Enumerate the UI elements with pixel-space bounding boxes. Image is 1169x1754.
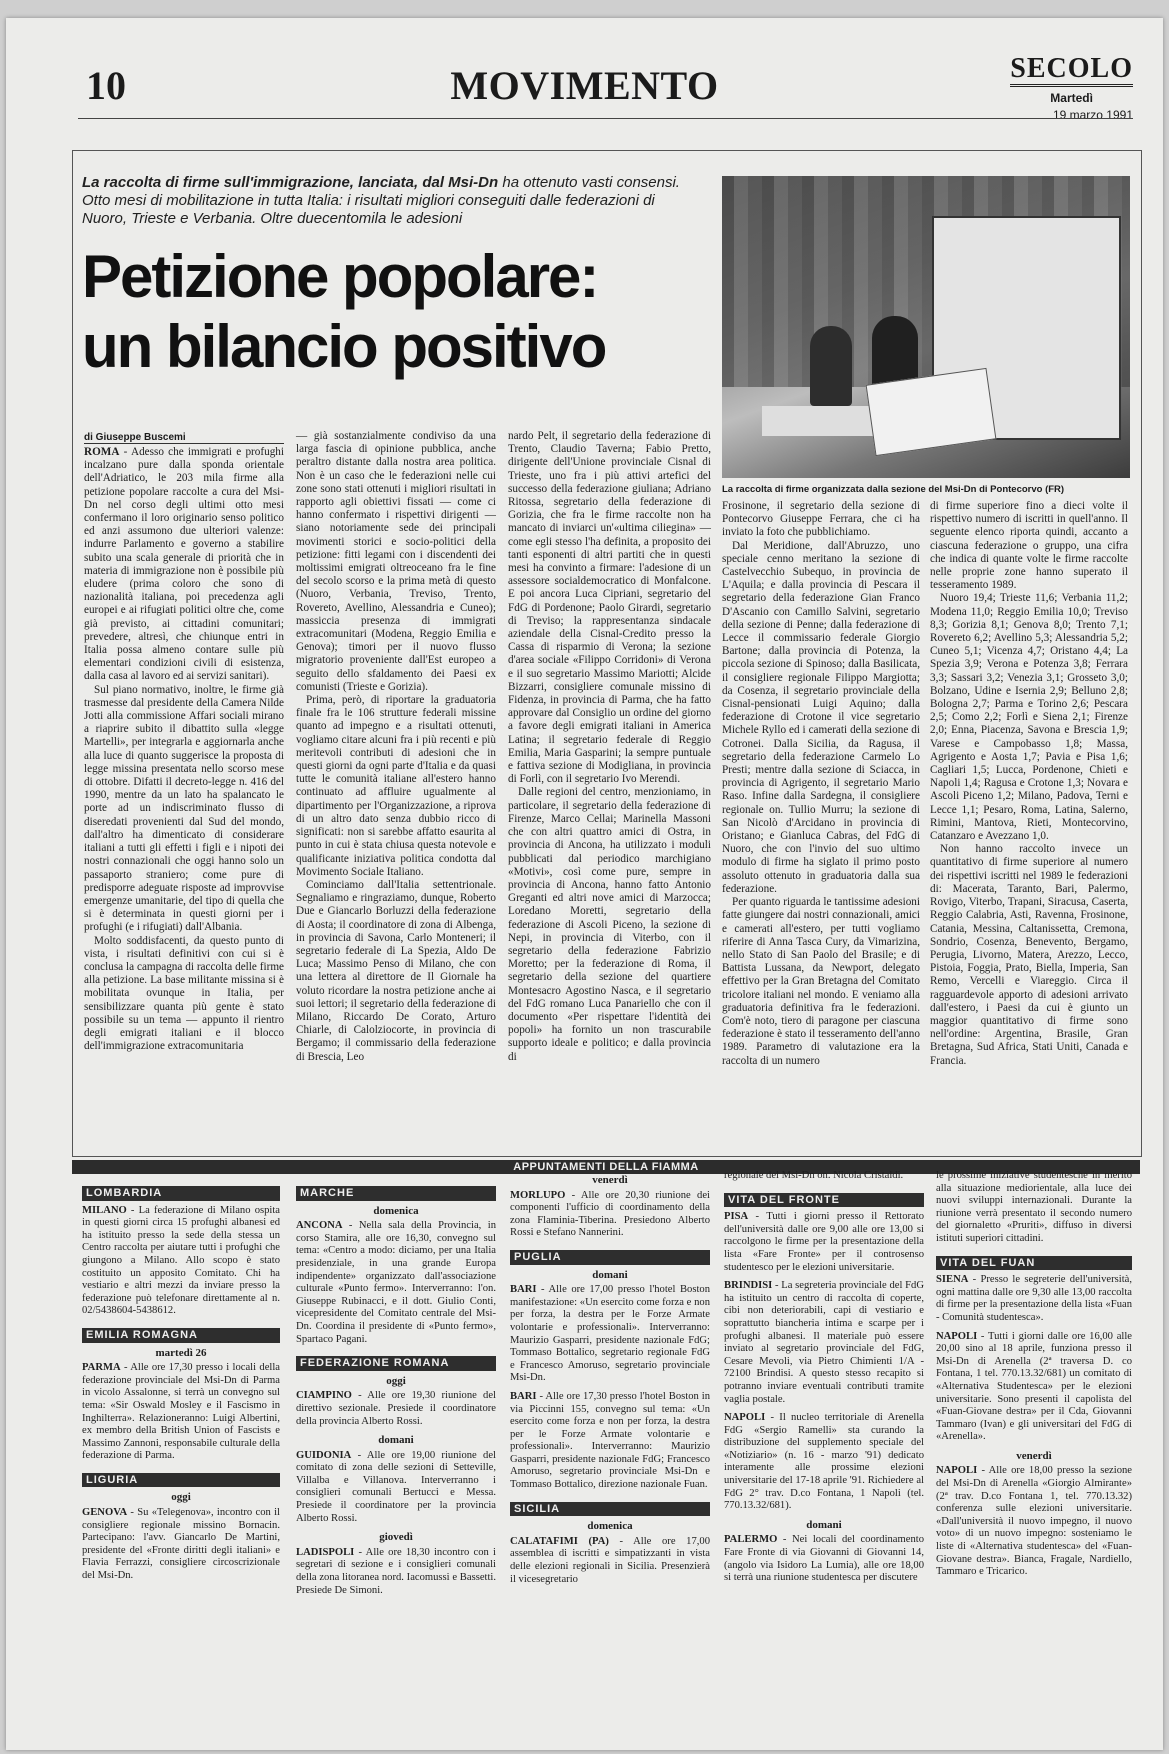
place: GENOVA bbox=[82, 1507, 128, 1519]
paragraph: — già sostanzialmente condiviso da una larga fascia di opinione pubblica, anche peraltro distante dalla nostra area politica. Non è un caso che le federazioni nelle cui zone sono stati ottenuti i migliori risultati in rapporto agli obiettivi fissati — come ci hanno confermato i rispettivi dirigenti — siano notoriamente sede dei principali movimenti storici e socio-politici della petizione: fitti legami con i discendenti dei moltissimi emigrati oltreoceano fra le fine del secolo scorso e la prima metà di questo (Nuoro, Verbania, Treviso, Trento, Rovereto, Avellino, Alessandria e Cuneo); massiccia presenza di immigrati extracomunitari (Modena, Reggio Emilia e Genova); timori per il nuovo flusso migratorio proveniente dall'Est europeo a seguito dello sfaldamento dei Paesi ex comunisti (Trieste e Gorizia). bbox=[296, 430, 496, 693]
paragraph: Frosinone, il segretario della sezione di Pontecorvo Giuseppe Ferrara, che ci ha inviato la foto che pubblichiamo. bbox=[722, 500, 920, 539]
article-column-3 bbox=[508, 430, 711, 1146]
article-column-5 bbox=[930, 500, 1128, 1146]
notice-text: - Alle ore 19,30 riunione del direttivo sezionale. Presiede il coordinatore della provincia Alberto Rossi. bbox=[296, 1390, 496, 1427]
appuntamenti-band: APPUNTAMENTI DELLA FIAMMA bbox=[72, 1160, 1140, 1174]
paragraph: - Adesso che immigrati e profughi incalzano pure dalla sponda orientale dell'Adriatico, le 203 mila firme alla petizione popolare raccolte a cura del Msi-Dn nel corso degli ultimi otto mesi confermano il loro originario senso politico ed anzi assumono due ulteriori valenze: indurre Parlamento e governo a stabilire subito una scala generale di priorità che in materia di immigrazione non è possibile più eludere (prima coloro che sono di nazionalità italiana, poi precedenza agli europei e ai rifugiati politici oltre che, come già previsto, ai cittadini comunitari; prevedere, altresì, che chiunque entri in Italia possa almeno contare sulle più elementari condizioni civili di esistenza, dalla casa al lavoro ed ai servizi sanitari). bbox=[84, 446, 284, 683]
day-label: venerdì bbox=[592, 1174, 628, 1186]
place: CALATAFIMI (PA) bbox=[510, 1535, 609, 1547]
paragraph: Prima, però, di riportare la graduatoria finale fra le 106 strutture federali missine quanto ad impegno e a risultati ottenuti, vogliamo citare alcuni fra i più recenti e più meritevoli contributi di adesioni che in questi giorni da ogni parte d'Italia e da quasi tutte le comunità italiane all'estero hanno continuato ad affluire ugualmente al dipartimento per l'Organizzazione, a riprova di un altro dato senza dubbio ricco di significati: non si sarebbe affatto esaurita al punto in cui è stata chiusa questa notevole e qualificante iniziativa politica condotta dal Movimento Sociale Italiano. bbox=[296, 694, 496, 878]
paragraph: Non hanno raccolto invece un quantitativo di firme superiore al numero dei rispettivi iscritti nel 1989 le federazioni di: Macerata, Taranto, Bari, Palermo, Rovigo, Viterbo, Trapani, Siracusa, Caserta, Reggio Calabria, Asti, Ravenna, Frosinone, Catania, Messina, Caltanissetta, Cremona, Sondrio, Cosenza, Benevento, Bergamo, Perugia, Livorno, Matera, Arezzo, Lecco, Pistoia, Foggia, Prato, Biella, Imperia, San Remo, Vercelli e Viareggio. Circa il ragguardevole apporto di adesioni arrivato dall'estero, i Paesi da cui è giunto un maggior quantitativo di firme sono nell'ordine: Argentina, Brasile, Gran Bretagna, Sud Africa, Stati Uniti, Canada e Francia. bbox=[930, 843, 1128, 1067]
appuntamenti-column-5 bbox=[936, 1170, 1132, 1585]
notice-text: - Alle ore 17,00 assemblea di iscritti e simpatizzanti in vista delle elezioni regionali in Sicilia. Presenzierà il vicesegretario bbox=[510, 1535, 710, 1585]
masthead bbox=[1010, 54, 1133, 122]
region-header-federazione-romana: FEDERAZIONE ROMANA bbox=[296, 1356, 496, 1371]
notice-text: - Alle ore 17,00 presso l'hotel Boston manifestazione: «Un esercito come forza e non per forza, la destra per le Forze Armate volontarie e professionali». Interverranno: Maurizio Gasparri, presidente nazionale FdG; Tommaso Bottalico, segretario regionale FdG e Francesco Amoruso, segretario provinciale Msi-Dn. bbox=[510, 1284, 710, 1384]
day-label: domani bbox=[806, 1518, 842, 1531]
notice-text: regionale del Msi-Dn on. Nicola Cristaldi. bbox=[724, 1170, 904, 1181]
notice-text: - Nella sala della Provincia, in corso Stamira, alle ore 16,30, convegno sul tema: «Centro a modo: diciamo, per una Italia presidenziale, in una grande Europa indipendente» organizzato dall'associazione culturale «Punto fermo». Interverranno: l'on. Giuseppe Rubinacci, e il dott. Giulio Conti, vicepresidente del Comitato centrale del Msi-Dn. Coordina il presidente di «Punto fermo», Spartaco Pagani. bbox=[296, 1220, 496, 1345]
appuntamenti-column-2 bbox=[296, 1186, 496, 1603]
photo-caption: La raccolta di firme organizzata dalla sezione del Msi-Dn di Pontecorvo (FR) bbox=[722, 484, 1065, 495]
place: PARMA bbox=[82, 1362, 121, 1374]
appuntamenti-column-4 bbox=[724, 1170, 924, 1591]
region-header-vita-del-fuan: VITA DEL FUAN bbox=[936, 1256, 1132, 1271]
notice-text: - Alle ore 17,30 presso l'hotel Boston in via Piccinni 155, convegno sul tema: «Un esercito come forza e non per forza, la destra per le Forze Armate volontarie e professionali». Interverranno: Maurizio Gasparri, presidente nazionale FdG; Francesco Amoruso, segretario provinciale Msi-Dn e Tommaso Bottalico, direzione nazionale Fuan. bbox=[510, 1390, 710, 1491]
paragraph: Cominciamo dall'Italia settentrionale. Segnaliamo e ringraziamo, dunque, Roberto Due e Giancarlo Borluzzi della federazione di Aosta; il coordinatore di zona di Albenga, in provincia di Savona, Carlo Monteneri; il segretario federale di La Spezia, Aldo De Luca; Massimo Penso di Milano, che con una lettera al direttore de Il Giornale ha voluto ricordare la nostra petizione anche ai suoi lettori; il segretario della federazione di Milano, Riccardo De Corato, Arturo Chiarle, di Calolziocorte, in provincia di Bergamo; il commissario della federazione di Brescia, Leo bbox=[296, 878, 496, 1063]
masthead-date: 19 marzo 1991 bbox=[1052, 108, 1133, 122]
notice-text: - Alle ore 18,00 presso la sezione del Msi-Dn di Arenella «Giorgio Almirante» (2ª trav. D.co Fontana 1, tel. 770.13.32) conferenza sulle elezioni universitarie. «Dall'università il nuovo impegno, il nuovo voto» di un nuovo impegno: sosteniamo le liste di «Alternativa studentesca» del «Fuan-Giovane destra». Bianca, Fragale, Nardiello, Tammaro e Tricarico. bbox=[936, 1465, 1132, 1578]
masthead-logo: SECOLO bbox=[1010, 54, 1133, 87]
region-header-puglia: PUGLIA bbox=[510, 1250, 710, 1265]
article-column-1 bbox=[84, 446, 284, 1146]
place: BARI bbox=[510, 1284, 537, 1296]
paragraph: Dal Meridione, dall'Abruzzo, uno speciale cenno meritano la sezione di Castelvecchio Subequo, in provincia de L'Aquila; e dalla provincia di Pescara il segretario della federazione Gian Franco D'Ascanio con Camillo Salvini, segretario della sezione di Penne; dalla federazione di Lecce il commissario federale Giorgio Bartone; dalla provincia di Potenza, la piccola sezione di Spinoso; dalla Basilicata, il consigliere regionale Filippo Margiotta; da Cosenza, il segretario provinciale della Cisnal-pensionati Luigi Aquino; dalla federazione di Crotone il vice segretario Michele Ryllo ed i camerati della sezione di Cotronei. Dalla Sicilia, da Ragusa, il segretario della federazione Carmelo Lo Presti; mentre dalla sezione di Sciacca, in provincia di Agrigento, il segretario Mario Raso. Infine dalla Sardegna, il consigliere regionale on. Tullio Murru; la sezione di San Nicolò d'Arcidano in provincia di Oristano; e Gianluca Cabras, del FdG di Nuoro, che con l'invio del suo ultimo modulo di firme ha siglato il primo posto assoluto ottenuto in graduatoria dalla sua federazione. bbox=[722, 539, 920, 895]
paragraph: nardo Pelt, il segretario della federazione di Trento, Claudio Taverna; Fabio Pretto, dirigente dell'Unione provinciale Cisnal di Trieste, uno fra i più attivi artefici del successo della federazione giuliana; Adriano Ritossa, segretario della federazione di Gorizia, che fra le firme raccolte non ha mancato di inviarci un'«ultima ciliegina» — come egli stesso l'ha definita, a proposito dei tanti esponenti di altri partiti che in questi mesi ha convinto a firmare: l'adesione di un assessore socialdemocratico di Monfalcone. E poi ancora Luca Cipriani, segretario del FdG di Pordenone; Paolo Girardi, segretario di Treviso; la rappresentanza sindacale aziendale della Cisnal-Credito presso la Cassa di risparmio di Verona; la sezione d'area sociale «Filippo Corridoni» di Verona e il suo segretario Massimo Mariotti; Alcide Bizzarri, consigliere comunale missino di Fidenza, in provincia di Parma, che ha fatto approvare dal Consiglio un ordine del giorno a favore degli emigrati italiani in America Latina; il segretario federale di Reggio Emilia, Maria Gasparini; la sempre puntuale e fattiva sezione di Modigliana, in provincia di Forlì, con il segretario Ivo Merendi. bbox=[508, 430, 711, 786]
notice-text: - Alle ore 17,30 presso i locali della federazione provinciale del Msi-Dn di Parma in vicolo Assalonne, si terrà un convegno sul tema: «Sir Oswald Mosley e il Fascismo in Inghilterra». Relazioneranno: Luigi Albertini, ex membro della British Union of Fascists e Massimo Zannoni, responsabile culturale della federazione di Parma. bbox=[82, 1362, 280, 1462]
place: CIAMPINO bbox=[296, 1390, 352, 1402]
paragraph: Molto soddisfacenti, da questo punto di vista, i risultati definitivi con cui si è conclusa la campagna di raccolta delle firme alla petizione. La base militante missina si è mobilitata ovunque in Italia, per sensibilizzare quanta più gente è stato possibile su un tema — appunto il rientro degli emigrati italiani e il blocco dell'immigrazione extracomunitaria bbox=[84, 934, 284, 1053]
place: PISA bbox=[724, 1211, 749, 1223]
day-label: giovedì bbox=[379, 1531, 413, 1544]
region-header-marche: MARCHE bbox=[296, 1186, 496, 1201]
page-number: 10 bbox=[86, 63, 126, 108]
byline: di Giuseppe Buscemi bbox=[84, 432, 284, 444]
paragraph: Dalle regioni del centro, menzioniamo, in particolare, il segretario della federazione di Firenze, Marco Cellai; Marinella Massoni che con altri quattro amici di Ostra, in provincia di Ancona, ha utilizzato i moduli pubblicati dal periodico marchigiano «Motivi», così come pure, sempre in provincia di Ancona, hanno fatto Antonio Greganti ed altri nove amici di Marzocca; Loredano Moretti, segretario della federazione di Ascoli Piceno, la sezione di Nepi, in provincia di Viterbo, con il segretario della federazione Fabrizio Moretto; per la federazione di Roma, il segretario della sezione del quartiere Montesacro Agostino Nasca, e il segretario del FdG romano Luca Panariello che con il documento «Per rispettare l'identità dei popoli» ha fornito un non trascurabile supporto ideale e politico; e dalla provincia di bbox=[508, 786, 711, 1063]
notice-text: - Alle ore 20,30 riunione dei componenti l'ufficio di coordinamento della zona Flaminia-Tiberina. Presiedono Alberto Rossi e Stefano Nannerini. bbox=[510, 1189, 710, 1239]
notice-text: - La federazione di Milano ospita in questi giorni circa 15 profughi albanesi ed ha istituito presso la sede della stessa un Centro raccolta per aiutare tutti i profughi che giungono a Milano. Allo scopo è stato costituito un apposito Comitato. Chi ha vestiario e altri mezzi da inviare presso la federazione può telefonare direttamente al n. 02/5438604-5438612. bbox=[82, 1204, 280, 1317]
article-column-2 bbox=[296, 430, 496, 1146]
place: NAPOLI bbox=[936, 1330, 978, 1342]
appuntamenti-column-1 bbox=[82, 1186, 280, 1589]
paragraph: Sul piano normativo, inoltre, le firme già trasmesse dal presidente della Camera Nilde Jotti alla commissione Affari sociali mirano a riaprire subito il dibattito sulla «legge Martelli», per integrarla e aggiornarla anche alla luce di quanto suggerisce la proposta di legge missina presentata nello scorso mese di ottobre. Difatti il decreto-legge n. 416 del 1990, mentre da un lato ha spalancato le porte ad un indiscriminato flusso di diseredati provenienti dal Sud del mondo, dall'altro ha dimenticato di considerare italiani a tutti gli effetti i figli e i nipoti dei nostri connazionali che oggi hanno solo un passaporto straniero; come pure di predisporre adeguate risposte ad improvvise emergenze umanitarie, del tipo di quella che si è determinata in questi giorni per i profughi (e i rifugiati) dall'Albania. bbox=[84, 683, 284, 934]
subhead-bold: La raccolta di firme sull'immigrazione, lanciata, dal Msi-Dn bbox=[82, 174, 499, 191]
appuntamenti-column-3 bbox=[510, 1170, 710, 1592]
notice-text: - Il nucleo territoriale di Arenella FdG «Sergio Ramelli» sta curando la distribuzione del supplemento speciale del «Notiziario» (n. 16 - marzo '91) dedicato interamente alle prossime elezioni universitarie del 17-18 aprile '91. Richiedere al FdG 2° trav. D.co Fontana, 1 Napoli (tel. 770.13.32/681). bbox=[724, 1412, 924, 1512]
region-header-lombardia: LOMBARDIA bbox=[82, 1186, 280, 1201]
region-header-emilia: EMILIA ROMAGNA bbox=[82, 1328, 280, 1343]
place: SIENA bbox=[936, 1274, 969, 1286]
masthead-day: Martedì bbox=[1050, 91, 1093, 105]
place: MORLUPO bbox=[510, 1189, 566, 1201]
place: BRINDISI bbox=[724, 1280, 773, 1292]
place: LADISPOLI bbox=[296, 1546, 355, 1558]
paragraph: Nuoro 19,4; Trieste 11,6; Verbania 11,2; Modena 11,0; Reggio Emilia 10,0; Treviso 8,3; Gorizia 8,1; Genova 8,0; Trento 7,1; Rovereto 6,2; Avellino 5,3; Alessandria 5,2; Cuneo 5,1; Vicenza 4,7; Oristano 4,4; La Spezia 3,9; Verona e Potenza 3,8; Ferrara 3,3; Sassari 3,2; Venezia 3,1; Grosseto 3,0; Bolzano, Udine e Isernia 2,9; Belluno 2,8; Bologna 2,7; Parma e Torino 2,6; Pescara 2,5; Como 2,2; Forlì e Siena 2,1; Firenze 2,0; Enna, Piacenza, Savona e Brescia 1,9; Varese e Campobasso 1,8; Massa, Agrigento e Aosta 1,7; Pavia e Pisa 1,6; Cagliari 1,5; Lucca, Pordenone, Chieti e Napoli 1,4; Ragusa e Crotone 1,3; Novara e Ascoli Piceno 1,2; Milano, Padova, Terni e Lecce 1,1; Pesaro, Roma, Latina, Salerno, Rimini, Mantova, Rieti, Montecorvino, Catanzaro e Avezzano 1,0. bbox=[930, 592, 1128, 843]
region-header-liguria: LIGURIA bbox=[82, 1473, 280, 1488]
dateline: ROMA bbox=[84, 446, 120, 458]
notice-text: - Su «Telegenova», incontro con il consigliere regionale missino Bornacin. Partecipano: l'avv. Giancarlo De Martini, presidente del «Fronte diritti degli italiani» e Flavia Ferrazzi, consigliere circoscrizionale del Msi-Dn. bbox=[82, 1507, 280, 1582]
day-label: domenica bbox=[373, 1204, 419, 1217]
day-label: domenica bbox=[587, 1520, 633, 1533]
day-label: domani bbox=[378, 1434, 414, 1447]
place: BARI bbox=[510, 1390, 537, 1402]
place: GUIDONIA bbox=[296, 1449, 352, 1461]
place: MILANO bbox=[82, 1204, 127, 1216]
notice-text: - Alle ore 19,00 riunione del comitato di zona delle sezioni di Setteville, Villalba e Villanova. Interverranno i consiglieri comunali Bertucci e Messa. Presiede il coordinatore per la provincia Alberto Rossi. bbox=[296, 1449, 496, 1524]
region-header-sicilia: SICILIA bbox=[510, 1502, 710, 1517]
place: ANCONA bbox=[296, 1220, 343, 1232]
article-photo bbox=[722, 176, 1130, 478]
article-subhead bbox=[82, 174, 682, 228]
photo-sign bbox=[866, 368, 997, 456]
place: NAPOLI bbox=[724, 1412, 766, 1424]
notice-text: - Presso le segreterie dell'università, ogni mattina dalle ore 9,30 alle 13,00 raccolta di firme per la presentazione della lista «Fuan - Comunità studentesca». bbox=[936, 1274, 1132, 1323]
notice-text: - Tutti i giorni dalle ore 16,00 alle 20,00 sino al 18 aprile, funziona presso il Msi-Dn di Arenella (2ª traversa D. co Fontana, 1 tel. 770.13.32/681) un comitato di «Alternativa Studentesca» per le elezioni universitarie. Sono presenti il capolista del «Fuan-Giovane destra» per il Cda, Giovanni Tammaro (Ivan) e gli universitari del FdG di «Arenella». bbox=[936, 1330, 1132, 1443]
day-label: venerdì bbox=[1016, 1449, 1052, 1462]
region-header-vita-del-fronte: VITA DEL FRONTE bbox=[724, 1193, 924, 1208]
place: PALERMO bbox=[724, 1534, 778, 1546]
day-label: oggi bbox=[386, 1374, 406, 1387]
notice-text: - Alle ore 18,30 incontro con i segretari di sezione e i consiglieri comunali della zona litoranea nord. Iacomussi e Bassetti. Presiede De Simoni. bbox=[296, 1546, 496, 1596]
day-label: domani bbox=[592, 1268, 628, 1281]
paragraph: di firme superiore fino a dieci volte il rispettivo numero di iscritti in quell'anno. Il seguente elenco riporta quindi, accanto a ciascuna federazione o gruppo, una cifra che indica di quante volte le firme raccolte nelle proprie zone hanno superato il tesseramento 1989. bbox=[930, 500, 1128, 592]
notice-text: le prossime iniziative studentesche in merito alla situazione mediorientale, alla luce dei nuovi sviluppi internazionali. Durante la riunione verrà presentato il secondo numero del giornaletto «Pruriti», diffuso in diversi istituti superiori cittadini. bbox=[936, 1170, 1132, 1244]
article-headline: Petizione popolare: un bilancio positivo bbox=[82, 243, 606, 380]
photo-person bbox=[810, 326, 852, 406]
section-title: MOVIMENTO bbox=[450, 63, 719, 108]
article-column-4 bbox=[722, 500, 920, 1146]
notice-text: - La segreteria provinciale del FdG ha istituito un centro di raccolta di coperte, cibi non deteriorabili, capi di vestiario e soprattutto biancheria intima e scarpe per i profughi albanesi. Il materiale può essere inviato al segretario provinciale del FdG, Cesare Mevoli, via Pietro Chimienti 1/A - 72100 Brindisi. A questo stesso recapito si potranno inviare eventuali contributi tramite vaglia postale. bbox=[724, 1280, 924, 1405]
subhead-rest: ha ottenuto vasti consensi. Otto mesi di mobilitazione in tutta Italia: i risultati migliori conseguiti dalle federazioni di Nuoro, Trieste e Verbania. Oltre duecentomila le adesioni bbox=[82, 174, 680, 227]
paragraph: Per quanto riguarda le tantissime adesioni fatte giungere dai nostri connazionali, amici e camerati all'estero, per tutti vogliamo riferire di Anna Tasca Cury, da Vimarizina, nello Stato di San Paolo del Brasile; e di Battista Lussana, da Newport, delegato effettivo per la Gran Bretagna del Comitato tricolore italiani nel mondo. E veniamo alla graduatoria definitiva fra le federazioni. Com'è noto, tiero di paragone per ciascuna federazione è stato il tesseramento dell'anno 1989. Parametro di valutazione era la raccolta di un numero bbox=[722, 896, 920, 1067]
day-label: martedì 26 bbox=[155, 1346, 207, 1359]
notice-text: - Nei locali del coordinamento Fare Fronte di via Giovanni di Giovanni 14, (angolo via Isidoro La Lumia), alle ore 18,00 si terrà una riunione studentesca per discutere bbox=[724, 1534, 924, 1584]
notice-text: - Tutti i giorni presso il Rettorato dell'università dalle ore 9,00 alle ore 13,00 si raccolgono le firme per la presentazione della lista «Fare Fronte» per il controsenso studentesco per le elezioni universitarie. bbox=[724, 1211, 924, 1273]
header-rule bbox=[78, 118, 1133, 119]
day-label: oggi bbox=[171, 1491, 191, 1504]
place: NAPOLI bbox=[936, 1465, 978, 1477]
